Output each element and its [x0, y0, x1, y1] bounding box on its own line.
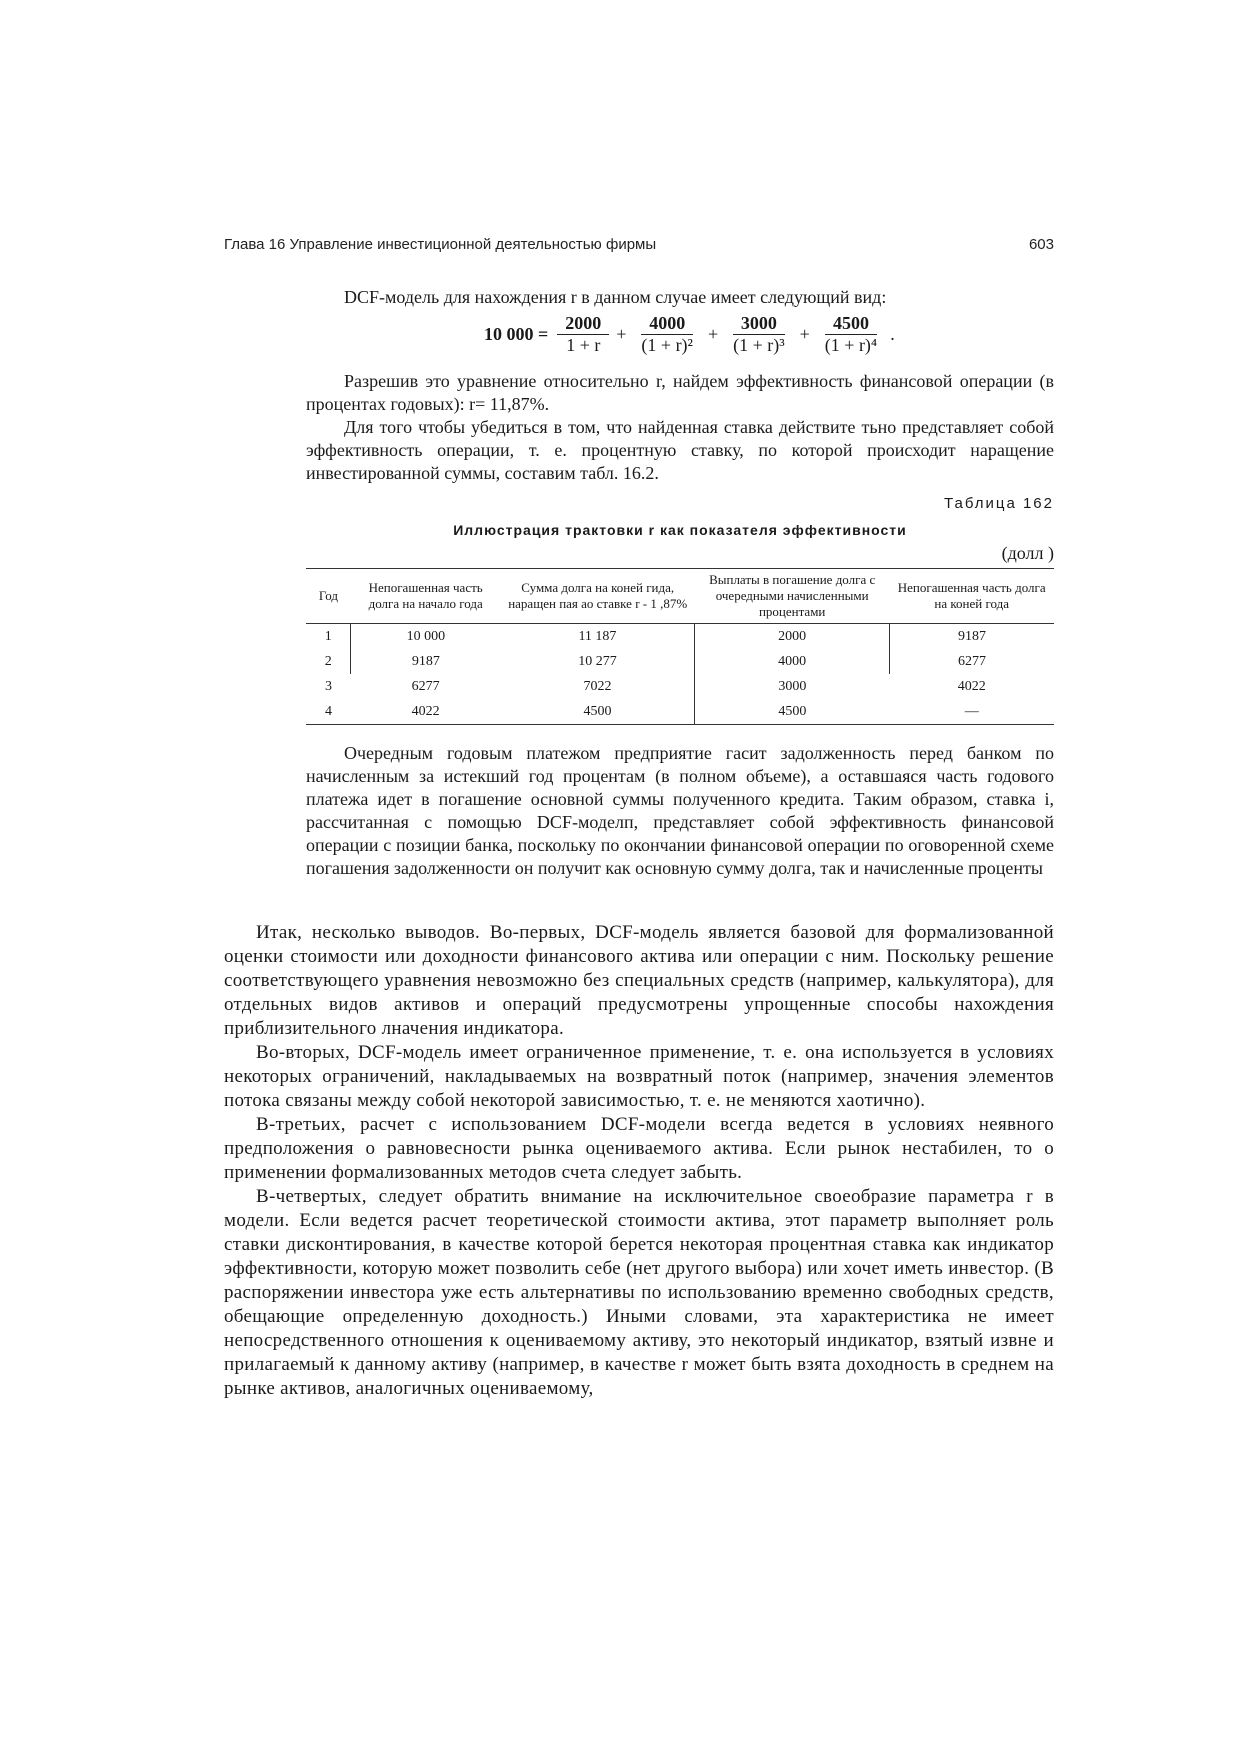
term-numerator: 3000 [733, 313, 785, 335]
table-caption: Таблица 162 [943, 495, 1054, 512]
plus-sign: + [799, 324, 810, 344]
formula-intro-block [306, 286, 1054, 309]
paragraph: В-третьих, расчет с использованием DCF-модели всегда ведется в условиях неявного предположения о равновесности рынка оцениваемого актива. Если рынок нестабилен, то о применении формализованных методов счета следует забыть. [224, 1114, 1054, 1183]
formula-term-2 [633, 313, 701, 356]
paragraph: Очередным годовым платежом предприятие гасит задолженность перед банком по начисленным за истекший год процентам (в полном объеме), а оставшаяся часть годового платежа идет в погашение основной суммы полученного кредита. Таким образом, ставка i, рассчитанная с помощью DCF-моделп, представляет собой эффективность финансовой операции с позиции банка, поскольку по окончании финансовой операции по оговоренной схеме погашения задолженности он получит как основную сумму долга, так и начисленные проценты [306, 743, 1054, 878]
chapter-title: Глава 16 Управление инвестиционной деятельностью фирмы [224, 236, 657, 253]
table-cell: — [889, 699, 1054, 725]
table-cell: 3000 [695, 674, 889, 699]
table-cell: 3 [324, 678, 332, 694]
table-cell: 9187 [351, 649, 501, 674]
table-title: Иллюстрация трактовки r как показателя эффективности [453, 522, 907, 538]
formula-end: . [890, 324, 895, 344]
page-header [224, 236, 1054, 253]
table-header-row [306, 569, 1054, 624]
table-row [306, 624, 1054, 650]
table-cell: 10 000 [351, 624, 501, 650]
column-header: Год [306, 569, 351, 624]
table-cell: 4022 [957, 678, 986, 694]
formula-term-3 [725, 313, 793, 356]
paragraph: В-четвертых, следует обратить внимание на исключительное своеобразие параметра r в модели. Если ведется расчет теоретической стоимости актива, этот параметр выполняет роль ставки дисконтирования, в качестве которой берется некоторая процентная ставка как индикатор эффективности, которую может позволить себе (нет другого выбора) или хочет иметь инвестор. (В распоряжении инвестора уже есть альтернативы по использованию временно свободных средств, обещающие определенную доходность.) Иными словами, эта характеристика не имеет непосредственного отношения к оцениваемому активу, это некоторый индикатор, взятый извне и прилагаемый к данному активу (например, в качестве r может быть взята доходность в среднем на рынке активов, аналогичных оцениваемому, [224, 1186, 1054, 1399]
table-cell: 4 [306, 699, 351, 725]
table-cell: 7022 [583, 678, 612, 694]
table-cell: 1 [324, 628, 332, 644]
table-cell: 4000 [695, 649, 889, 674]
formula-lhs: 10 000 = [484, 324, 549, 344]
formula-term-4 [817, 313, 885, 356]
table-cell: 9187 [889, 624, 1054, 650]
paragraph: Разрешив это уравнение относительно r, найдем эффективность финансовой операции (в процентах годовых): r= 11,87%. [306, 371, 1054, 414]
term-denominator: (1 + r)³ [733, 335, 785, 355]
term-numerator: 2000 [557, 313, 609, 335]
paragraph: Итак, несколько выводов. Во-первых, DCF-модель является базовой для формализованной оценки стоимости или доходности финансового актива или операции с ним. Поскольку решение соответствующего уравнения невозможно без специальных средств (например, калькулятора), для отдельных видов активов и операций предусмотрены упрощенные способы нахождения приблизительного лначения индикатора. [224, 922, 1054, 1039]
column-header: Выплаты в погашение долга с очередными начисленными процентами [695, 569, 889, 624]
column-header: Непогашенная часть долга на коней года [889, 569, 1054, 624]
table-unit: (долл ) [1001, 543, 1054, 563]
plus-sign: + [616, 324, 627, 344]
table-row [306, 649, 1054, 674]
table-row [306, 674, 1054, 699]
term-denominator: (1 + r)² [641, 335, 693, 355]
table-cell: 6277 [889, 649, 1054, 674]
table-cell: 4500 [500, 699, 694, 725]
term-numerator: 4000 [641, 313, 693, 335]
table-cell: 6277 [411, 678, 440, 694]
dcf-formula [484, 313, 895, 356]
table-row [306, 699, 1054, 725]
plus-sign: + [707, 324, 719, 344]
data-table [306, 568, 1054, 725]
table-cell: 4500 [695, 699, 889, 725]
paragraph: Во-вторых, DCF-модель имеет ограниченное применение, т. е. она используется в условиях некоторых ограничений, накладываемых на возвратный поток (например, значения элементов потока связаны между собой некоторой зависимостью, т. е. не меняются хаотично). [224, 1042, 1054, 1111]
page-number: 603 [1028, 236, 1054, 253]
formula-term-1 [557, 313, 609, 356]
column-header: Сумма долга на коней гида, наращен пая ao ставке r - 1 ,87% [500, 569, 694, 624]
term-denominator: 1 + r [566, 335, 601, 355]
table-cell: 4022 [351, 699, 501, 725]
table-commentary [306, 742, 1054, 880]
table-cell: 2 [324, 653, 332, 669]
table-cell: 10 277 [578, 653, 617, 669]
column-header: Непогашенная часть долга на начало года [351, 569, 501, 624]
solution-block [306, 370, 1054, 485]
paragraph: Для того чтобы убедиться в том, что найденная ставка действите тьно представляет собой эффективность операции, т. е. процентную ставку, по которой происходит наращение инвестированной суммы, составим табл. 16.2. [306, 417, 1054, 483]
term-numerator: 4500 [825, 313, 877, 335]
table-cell: 11 187 [578, 628, 617, 644]
main-text [224, 921, 1054, 1401]
formula-intro: DCF-модель для нахождения r в данном случае имеет следующий вид: [344, 287, 887, 307]
term-denominator: (1 + r)⁴ [824, 335, 878, 355]
table-cell: 2000 [695, 624, 889, 650]
